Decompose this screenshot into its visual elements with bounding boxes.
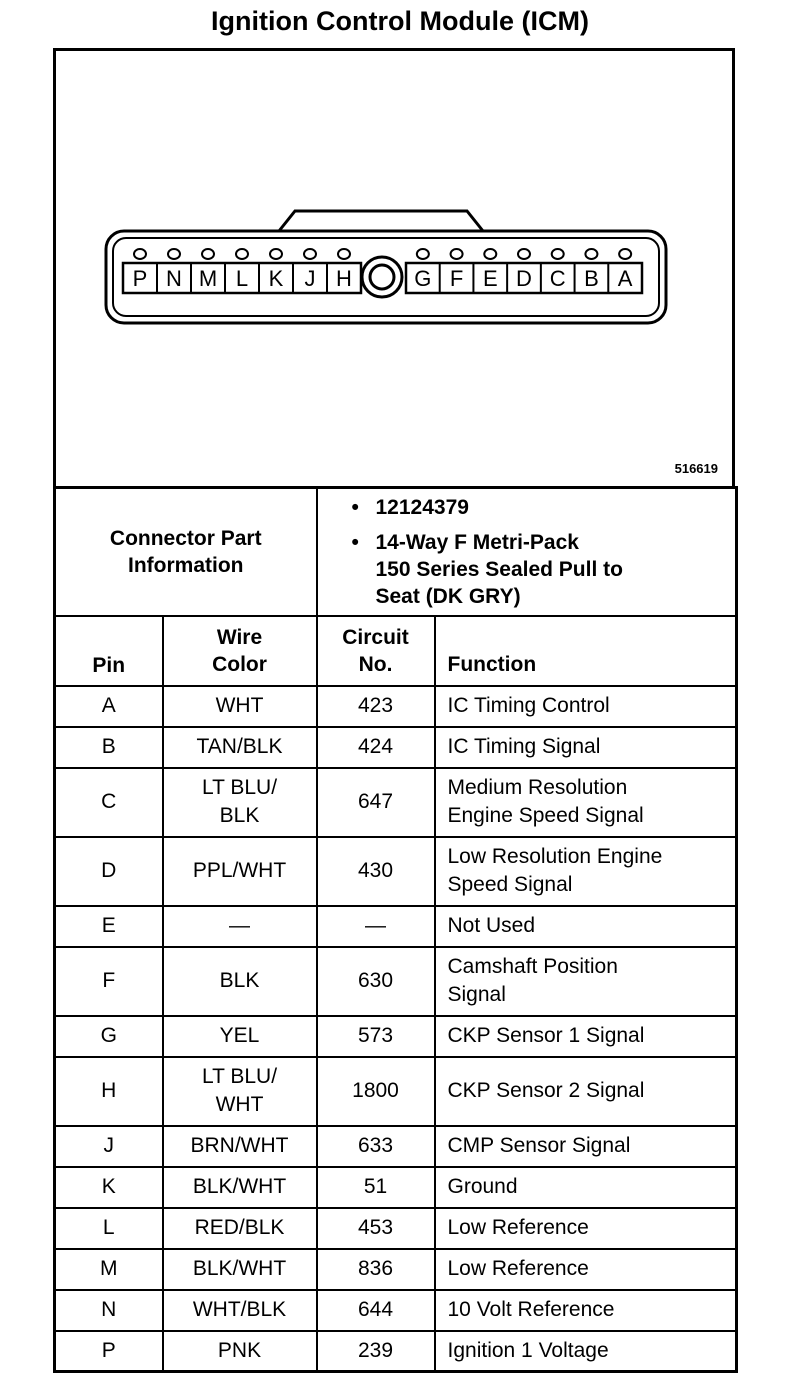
wire-color-cell: — [163,906,317,947]
table-row [55,727,737,768]
wire-color-cell: WHT [163,686,317,727]
connector-pin-a: A [617,266,633,291]
pin-cell: G [55,1016,163,1057]
connector-diagram-frame [53,48,735,486]
pin-bump [236,249,248,259]
connector-pin-e: E [482,266,498,291]
function-cell: IC Timing Control [435,686,737,727]
wire-color-cell: BLK [163,947,317,1016]
wire-color-cell: YEL [163,1016,317,1057]
header-circuit-no: Circuit No. [317,616,435,686]
circuit-cell: — [317,906,435,947]
wire-color-cell: PPL/WHT [163,837,317,906]
circuit-cell: 51 [317,1167,435,1208]
function-cell: Ground [435,1167,737,1208]
pin-bump [134,249,146,259]
header-wire-color: Wire Color [163,616,317,686]
circuit-cell: 644 [317,1290,435,1331]
pin-cell: H [55,1057,163,1126]
table-row [55,768,737,837]
pin-bump [484,249,496,259]
connector-pin-p: P [132,266,148,291]
header-pin: Pin [55,616,163,686]
wire-color-cell: RED/BLK [163,1208,317,1249]
wire-color-cell: WHT/BLK [163,1290,317,1331]
connector-pin-c: C [549,266,566,291]
connector-pin-g: G [414,266,432,291]
circuit-cell: 1800 [317,1057,435,1126]
circuit-cell: 836 [317,1249,435,1290]
wire-color-cell: PNK [163,1331,317,1372]
table-row [55,686,737,727]
circuit-cell: 453 [317,1208,435,1249]
wire-color-cell: BRN/WHT [163,1126,317,1167]
connector-info-item: • 14-Way F Metri-Pack 150 Series Sealed Pull to Seat (DK GRY) [352,529,736,610]
circuit-cell: 630 [317,947,435,1016]
table-row [55,1126,737,1167]
function-cell: Camshaft Position Signal [435,947,737,1016]
function-cell: Low Reference [435,1208,737,1249]
pin-bump [338,249,350,259]
wire-color-cell: TAN/BLK [163,727,317,768]
function-cell: Low Reference [435,1249,737,1290]
pin-bump [451,249,463,259]
function-cell: CKP Sensor 1 Signal [435,1016,737,1057]
connector-pin-b: B [584,266,599,291]
pin-bump [168,249,180,259]
circuit-cell: 424 [317,727,435,768]
function-cell: CMP Sensor Signal [435,1126,737,1167]
table-header-row [55,616,737,686]
connector-diagram [101,207,671,342]
pin-bump [304,249,316,259]
pin-cell: A [55,686,163,727]
pin-cell: K [55,1167,163,1208]
pin-bump [417,249,429,259]
circuit-cell: 239 [317,1331,435,1372]
pin-cell: D [55,837,163,906]
connector-info-item: • 12124379 [352,494,736,521]
connector-pin-f: F [449,266,464,291]
header-function: Function [435,616,737,686]
connector-pin-m: M [198,266,218,291]
function-cell: 10 Volt Reference [435,1290,737,1331]
page-title: Ignition Control Module (ICM) [211,6,589,36]
pin-cell: C [55,768,163,837]
pin-cell: P [55,1331,163,1372]
function-cell: Low Resolution Engine Speed Signal [435,837,737,906]
table-row [55,1057,737,1126]
connector-info-row [55,488,737,616]
circuit-cell: 423 [317,686,435,727]
pin-bump [552,249,564,259]
wire-color-cell: LT BLU/ WHT [163,1057,317,1126]
connector-pin-n: N [166,266,182,291]
pin-cell: L [55,1208,163,1249]
pin-cell: M [55,1249,163,1290]
table-row [55,906,737,947]
connector-table [53,486,738,1373]
table-row [55,1290,737,1331]
function-cell: IC Timing Signal [435,727,737,768]
pin-cell: F [55,947,163,1016]
table-row [55,837,737,906]
pin-cell: N [55,1290,163,1331]
pin-bump [518,249,530,259]
pin-bump [619,249,631,259]
connector-info-label: Connector Part Information [55,488,317,616]
table-row [55,1249,737,1290]
function-cell: Ignition 1 Voltage [435,1331,737,1372]
figure-number: 516619 [674,461,718,476]
circuit-cell: 647 [317,768,435,837]
connector-pin-l: L [235,266,249,291]
wire-color-cell: BLK/WHT [163,1167,317,1208]
function-cell: Medium Resolution Engine Speed Signal [435,768,737,837]
pin-bump [270,249,282,259]
connector-pin-h: H [336,266,352,291]
connector-info-list [317,488,737,616]
function-cell: Not Used [435,906,737,947]
table-row [55,1167,737,1208]
connector-pin-d: D [516,266,532,291]
circuit-cell: 430 [317,837,435,906]
circuit-cell: 633 [317,1126,435,1167]
wire-color-cell: LT BLU/ BLK [163,768,317,837]
table-row [55,1208,737,1249]
table-row [55,947,737,1016]
table-row [55,1016,737,1057]
pin-cell: E [55,906,163,947]
table-row [55,1331,737,1372]
pin-cell: B [55,727,163,768]
function-cell: CKP Sensor 2 Signal [435,1057,737,1126]
connector-pin-j: J [304,266,316,291]
connector-pin-k: K [268,266,284,291]
pin-bump [585,249,597,259]
pin-cell: J [55,1126,163,1167]
wire-color-cell: BLK/WHT [163,1249,317,1290]
circuit-cell: 573 [317,1016,435,1057]
pin-bump [202,249,214,259]
